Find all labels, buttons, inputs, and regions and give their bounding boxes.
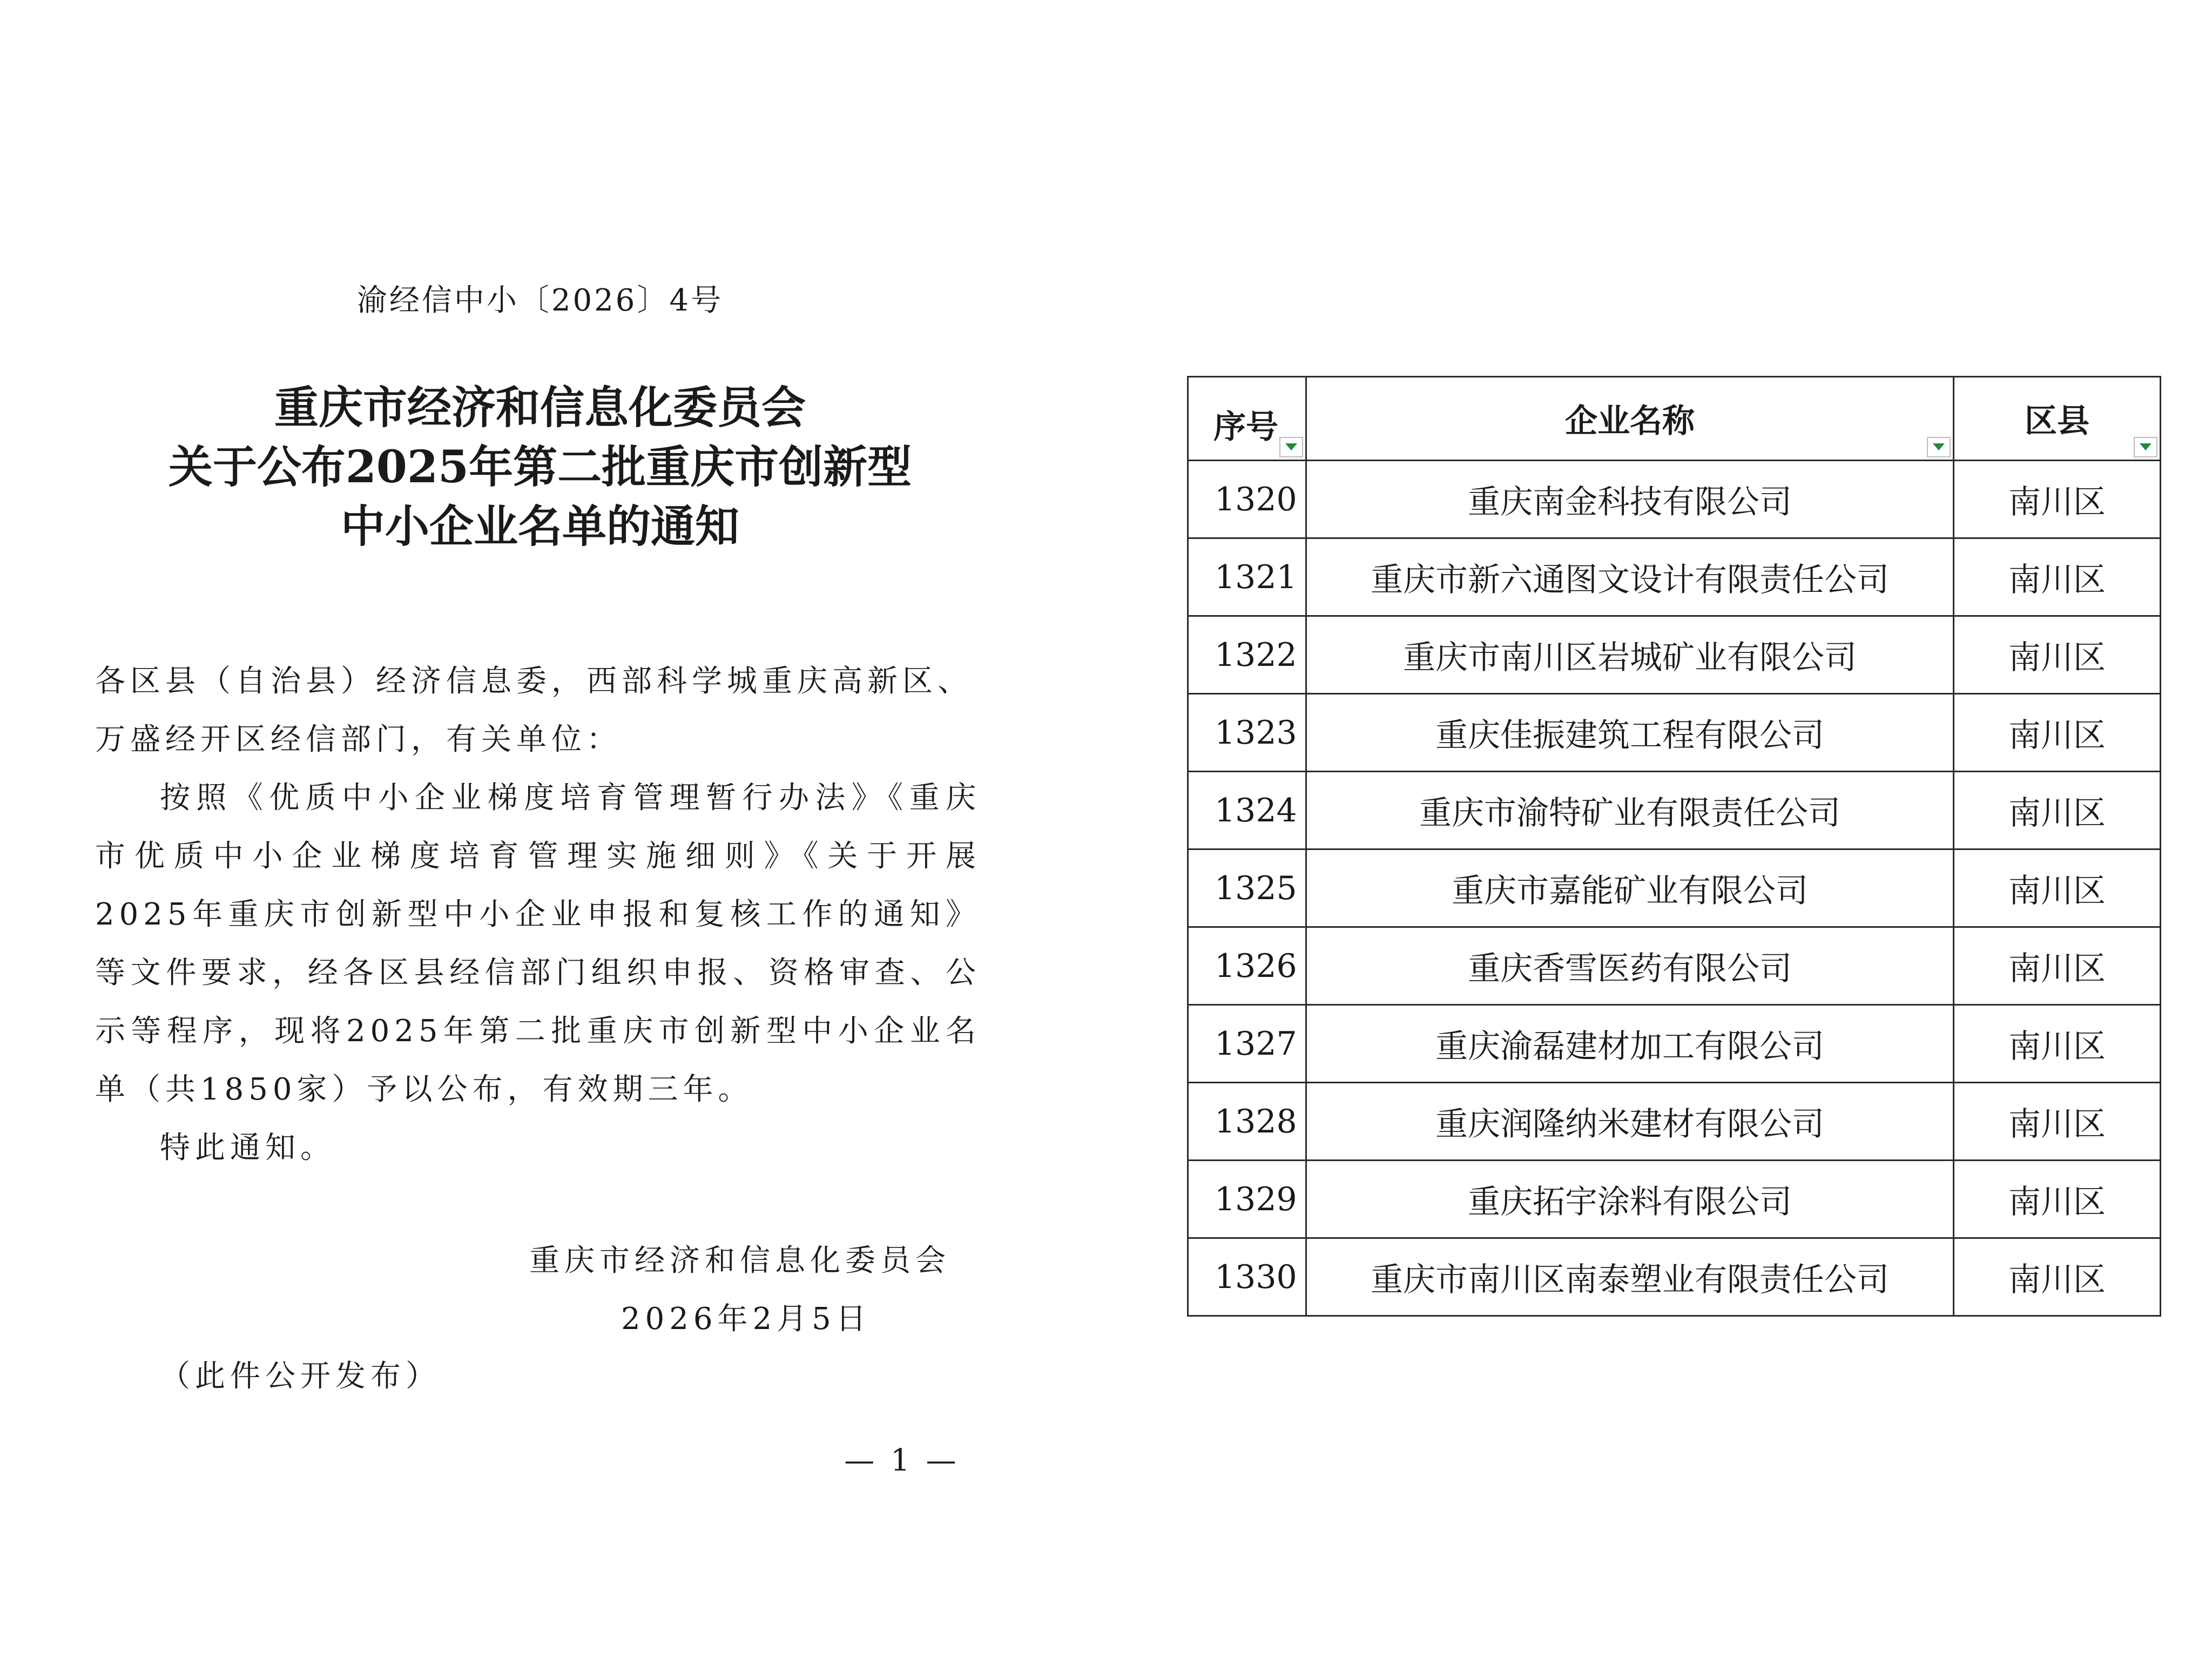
table-row	[1188, 849, 2161, 927]
district-cell: 南川区	[1954, 849, 2161, 927]
header-label: 区县	[2025, 402, 2089, 440]
table-header-row	[1188, 377, 2161, 461]
serial-number-cell: 1322	[1188, 616, 1306, 694]
issuing-authority: 重庆市经济和信息化委员会	[529, 1243, 950, 1278]
company-name-cell: 重庆市新六通图文设计有限责任公司	[1306, 538, 1954, 616]
title-line: 关于公布2025年第二批重庆市创新型	[168, 441, 912, 493]
header-district	[1954, 377, 2161, 461]
company-list-table	[1187, 376, 2161, 1317]
filter-dropdown-button[interactable]	[1927, 437, 1951, 457]
filter-arrow-icon	[1933, 443, 1945, 451]
table-row	[1188, 1005, 2161, 1083]
serial-number-cell: 1330	[1188, 1238, 1306, 1316]
company-name-cell: 重庆市南川区岩城矿业有限公司	[1306, 616, 1954, 694]
serial-number-cell: 1324	[1188, 772, 1306, 849]
district-cell: 南川区	[1954, 538, 2161, 616]
serial-number-cell: 1329	[1188, 1161, 1306, 1238]
serial-number-cell: 1320	[1188, 461, 1306, 538]
table-row	[1188, 1238, 2161, 1316]
district-cell: 南川区	[1954, 1083, 2161, 1161]
company-name-cell: 重庆市渝特矿业有限责任公司	[1306, 772, 1954, 849]
district-cell: 南川区	[1954, 461, 2161, 538]
company-name-cell: 重庆市嘉能矿业有限公司	[1306, 849, 1954, 927]
serial-number-cell: 1321	[1188, 538, 1306, 616]
table-row	[1188, 927, 2161, 1005]
district-cell: 南川区	[1954, 616, 2161, 694]
table-row	[1188, 538, 2161, 616]
company-name-cell: 重庆润隆纳米建材有限公司	[1306, 1083, 1954, 1161]
serial-number-cell: 1323	[1188, 694, 1306, 772]
closing-text: 特此通知。	[160, 1130, 335, 1165]
serial-number-cell: 1326	[1188, 927, 1306, 1005]
serial-number-cell: 1328	[1188, 1083, 1306, 1161]
notice-title	[0, 378, 1080, 556]
district-cell: 南川区	[1954, 1005, 2161, 1083]
company-name-cell: 重庆南金科技有限公司	[1306, 461, 1954, 538]
table-row	[1188, 1083, 2161, 1161]
notice-body: 按照《优质中小企业梯度培育管理暂行办法》《重庆市优质中小企业梯度培育管理实施细则》《关于开展2025年重庆市创新型中小企业申报和复核工作的通知》等文件要求，经各区县经信部门组织申报、资格审查、公示等程序，现将2025年第二批重庆市创新型中小企业名单（共1850家）予以公布，有效期三年。	[95, 780, 981, 1107]
company-name-cell: 重庆香雪医药有限公司	[1306, 927, 1954, 1005]
table-row	[1188, 772, 2161, 849]
header-company-name	[1306, 377, 1954, 461]
addressee: 各区县（自治县）经济信息委，西部科学城重庆高新区、万盛经开区经信部门，有关单位：	[95, 664, 973, 757]
document-number: 渝经信中小〔2026〕4号	[356, 283, 724, 318]
serial-number-cell: 1327	[1188, 1005, 1306, 1083]
header-label: 企业名称	[1565, 402, 1695, 440]
table-row	[1188, 1161, 2161, 1238]
header-label: 序号	[1213, 408, 1278, 446]
table-row	[1188, 694, 2161, 772]
company-name-cell: 重庆拓宇涂料有限公司	[1306, 1161, 1954, 1238]
district-cell: 南川区	[1954, 927, 2161, 1005]
company-name-cell: 重庆渝磊建材加工有限公司	[1306, 1005, 1954, 1083]
header-serial-number	[1188, 377, 1306, 461]
title-line: 中小企业名单的通知	[340, 501, 739, 552]
table-row	[1188, 461, 2161, 538]
table-body	[1188, 461, 2161, 1316]
filter-dropdown-button[interactable]	[1279, 437, 1303, 457]
publication-note: （此件公开发布）	[160, 1359, 441, 1394]
district-cell: 南川区	[1954, 1238, 2161, 1316]
filter-arrow-icon	[1285, 443, 1297, 451]
company-list-table-container	[1187, 376, 2161, 1317]
company-name-cell: 重庆市南川区南泰塑业有限责任公司	[1306, 1238, 1954, 1316]
district-cell: 南川区	[1954, 772, 2161, 849]
table-row	[1188, 616, 2161, 694]
serial-number-cell: 1325	[1188, 849, 1306, 927]
filter-arrow-icon	[2140, 443, 2152, 451]
page-number: — 1 —	[844, 1443, 960, 1478]
company-name-cell: 重庆佳振建筑工程有限公司	[1306, 694, 1954, 772]
filter-dropdown-button[interactable]	[2134, 437, 2157, 457]
district-cell: 南川区	[1954, 694, 2161, 772]
district-cell: 南川区	[1954, 1161, 2161, 1238]
issue-date: 2026年2月5日	[621, 1301, 871, 1337]
title-line: 重庆市经济和信息化委员会	[274, 382, 806, 434]
